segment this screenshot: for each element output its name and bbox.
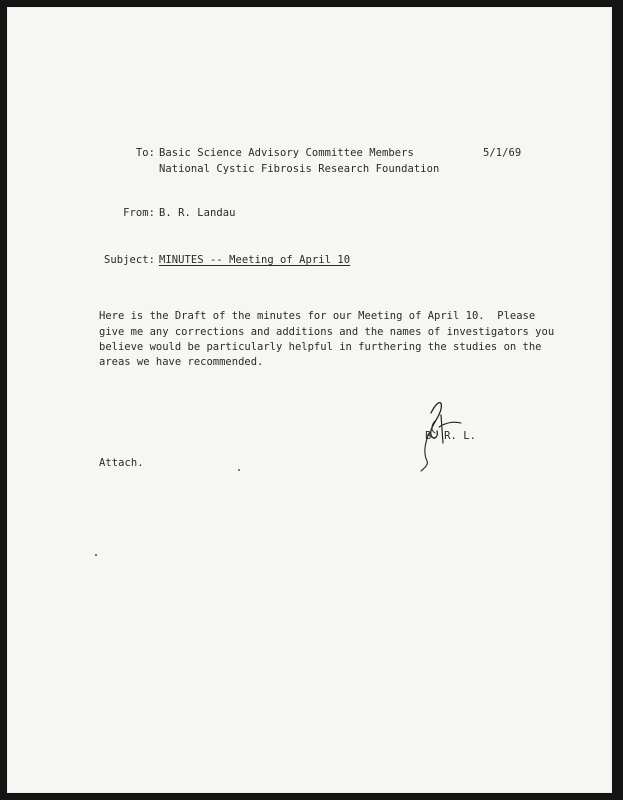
body-line: believe would be particularly helpful in furthering the studies on the	[99, 341, 542, 353]
memo-date: 5/1/69	[483, 147, 522, 159]
scan-speck	[95, 554, 97, 556]
from-value: B. R. Landau	[159, 207, 236, 219]
typed-initials: B. R. L.	[425, 430, 476, 442]
subject-value: MINUTES -- Meeting of April 10	[159, 254, 351, 266]
body-line: give me any corrections and additions and the names of investigators you	[99, 326, 555, 338]
to-label: To:	[135, 147, 155, 159]
body-line: Here is the Draft of the minutes for our Meeting of April 10. Please	[99, 310, 536, 322]
to-recipients-line2: National Cystic Fibrosis Research Foundation	[159, 163, 440, 175]
from-label: From:	[123, 207, 155, 219]
attach-note: Attach.	[99, 457, 144, 469]
memo-page	[7, 7, 612, 793]
body-line: areas we have recommended.	[99, 356, 264, 368]
subject-label: Subject:	[104, 254, 155, 266]
scan-speck	[238, 469, 240, 471]
to-recipients-line1: Basic Science Advisory Committee Members	[159, 147, 414, 159]
